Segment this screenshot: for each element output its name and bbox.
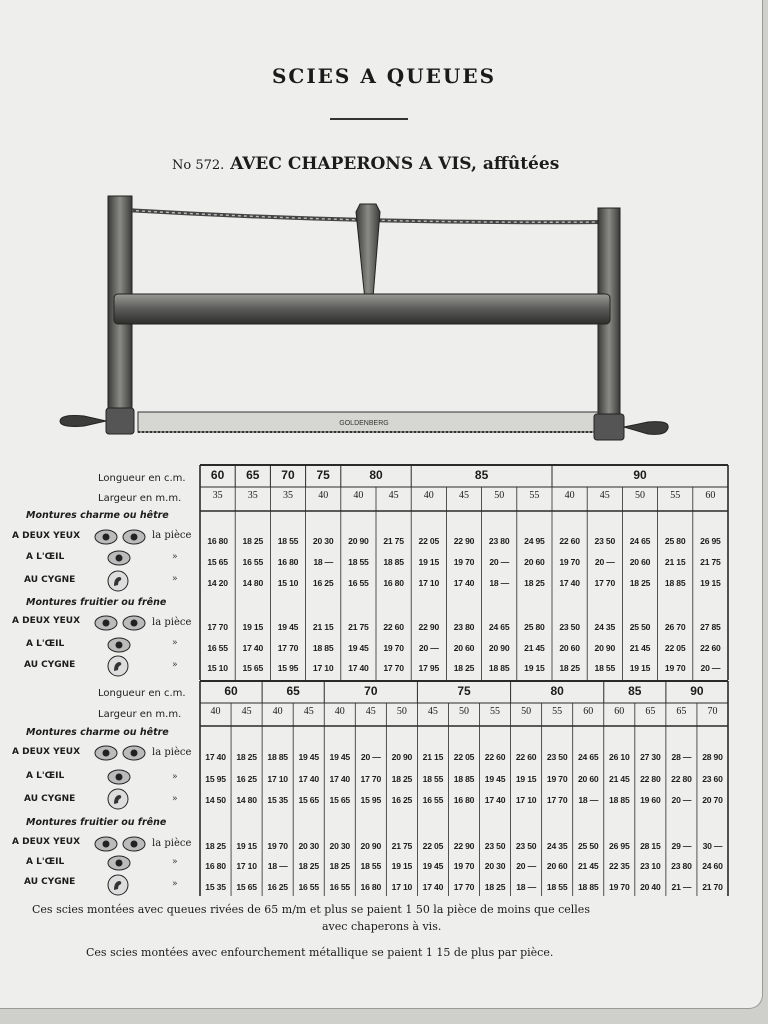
price-cell: 20 60	[629, 557, 651, 567]
price-cell: 23 50	[515, 841, 537, 851]
eye-icon	[106, 854, 132, 872]
length-header: 70	[364, 684, 378, 698]
eye-icon	[106, 768, 132, 786]
price-cell: 16 25	[312, 578, 334, 588]
double-eye-icon	[94, 528, 150, 546]
price-cell: 17 10	[391, 882, 413, 892]
width-header: 40	[564, 490, 575, 501]
ditto-mark: »	[172, 552, 178, 562]
price-cell: 17 40	[329, 774, 351, 784]
price-cell: 19 70	[664, 663, 686, 673]
width-header: 55	[552, 706, 563, 717]
price-cell: 14 80	[236, 795, 257, 805]
price-cell: 19 45	[422, 861, 444, 871]
price-cell: 20 60	[524, 557, 545, 567]
type-cygne-2b: AU CYGNE	[24, 877, 76, 887]
length-header: 65	[286, 684, 300, 698]
price-cell: 17 10	[515, 795, 537, 805]
price-cell: 18 —	[313, 557, 334, 567]
price-cell: 18 —	[516, 882, 536, 892]
price-cell: 19 15	[700, 578, 721, 588]
ditto-mark: »	[172, 574, 178, 584]
price-cell: 17 10	[236, 861, 257, 871]
price-cell: 18 25	[559, 663, 580, 673]
width-header: 35	[282, 490, 293, 501]
price-cell: 25 50	[577, 841, 599, 851]
price-cell: 19 70	[267, 841, 288, 851]
price-cell: 14 20	[207, 578, 228, 588]
price-cell: 16 80	[360, 882, 382, 892]
price-cell: 21 45	[524, 643, 545, 653]
width-label-1: Largeur en m.m.	[98, 493, 182, 504]
price-cell: 22 60	[559, 536, 580, 546]
price-cell: 16 80	[277, 557, 299, 567]
price-cell: 29 —	[671, 841, 692, 851]
price-cell: 21 15	[664, 557, 686, 567]
length-header: 80	[550, 684, 564, 698]
double-eye-icon	[94, 614, 150, 632]
ditto-mark: »	[172, 772, 178, 782]
price-cell: 20 —	[594, 557, 615, 567]
price-cell: 24 95	[524, 536, 545, 546]
price-cell: 15 95	[360, 795, 382, 805]
price-cell: 18 85	[577, 882, 599, 892]
price-cell: 17 40	[205, 752, 226, 762]
price-cell: 18 25	[205, 841, 226, 851]
price-cell: 20 90	[391, 752, 413, 762]
price-cell: 15 95	[205, 774, 226, 784]
price-cell: 21 75	[383, 536, 404, 546]
ditto-mark: »	[172, 638, 178, 648]
price-cell: 17 40	[484, 795, 506, 805]
price-cell: 19 70	[559, 557, 580, 567]
price-cell: 28 90	[702, 752, 723, 762]
price-cell: 25 80	[664, 536, 686, 546]
price-cell: 15 95	[277, 663, 299, 673]
price-cell: 23 50	[546, 752, 568, 762]
price-cell: 18 55	[348, 557, 369, 567]
price-cell: 23 50	[484, 841, 506, 851]
type-oeil-2b: A L'ŒIL	[26, 857, 65, 867]
price-cell: 23 50	[559, 622, 580, 632]
piece-label-1b: la pièce	[152, 617, 192, 628]
width-header: 50	[521, 706, 532, 717]
price-cell: 18 85	[453, 774, 475, 784]
price-cell: 20 30	[329, 841, 351, 851]
width-header: 40	[423, 490, 434, 501]
price-cell: 23 10	[640, 861, 661, 871]
price-cell: 28 15	[640, 841, 661, 851]
price-cell: 22 60	[515, 752, 537, 762]
swan-icon	[106, 570, 130, 592]
page-title: SCIES A QUEUES	[271, 64, 497, 88]
price-cell: 15 65	[207, 557, 228, 567]
price-cell: 18 85	[664, 578, 686, 588]
price-cell: 26 10	[609, 752, 630, 762]
width-header: 45	[388, 490, 399, 501]
price-cell: 22 80	[640, 774, 661, 784]
price-cell: 25 80	[524, 622, 545, 632]
ditto-mark: »	[172, 794, 178, 804]
price-cell: 17 40	[453, 578, 475, 588]
price-cell: 23 80	[453, 622, 475, 632]
price-cell: 18 25	[453, 663, 475, 673]
price-cell: 18 25	[329, 861, 351, 871]
width-header: 50	[458, 706, 469, 717]
price-cell: 21 70	[702, 882, 723, 892]
price-cell: 17 40	[298, 774, 319, 784]
price-cell: 15 65	[298, 795, 319, 805]
price-cell: 19 60	[640, 795, 661, 805]
price-cell: 17 70	[207, 622, 228, 632]
width-header: 45	[427, 706, 438, 717]
price-cell: 19 15	[242, 622, 264, 632]
width-header: 45	[365, 706, 376, 717]
length-label-2: Longueur en c.m.	[98, 688, 186, 699]
price-cell: 16 55	[207, 643, 228, 653]
price-cell: 18 85	[267, 752, 288, 762]
price-cell: 17 10	[312, 663, 334, 673]
price-cell: 27 30	[640, 752, 661, 762]
price-cell: 20 90	[594, 643, 616, 653]
price-cell: 20 —	[489, 557, 510, 567]
width-header: 45	[241, 706, 252, 717]
ditto-mark: »	[172, 857, 178, 867]
price-cell: 16 80	[207, 536, 228, 546]
saw-brand: GOLDENBERG	[339, 420, 389, 427]
price-cell: 21 75	[348, 622, 369, 632]
price-cell: 20 —	[516, 861, 536, 871]
width-header: 50	[634, 490, 645, 501]
price-cell: 20 30	[312, 536, 334, 546]
length-header: 90	[690, 684, 704, 698]
price-cell: 20 30	[484, 861, 506, 871]
width-header: 40	[334, 706, 345, 717]
section-charme-2: Montures charme ou hêtre	[26, 727, 169, 738]
price-cell: 18 25	[242, 536, 264, 546]
price-cell: 24 60	[702, 861, 723, 871]
price-cell: 20 —	[360, 752, 381, 762]
width-header: 50	[494, 490, 505, 501]
price-cell: 20 90	[360, 841, 382, 851]
width-header: 60	[705, 490, 716, 501]
price-cell: 18 55	[277, 536, 299, 546]
price-cell: 25 50	[629, 622, 651, 632]
note-line-3: Ces scies montées avec enfourchement métallique se paient 1 15 de plus par pièce.	[86, 946, 554, 959]
price-cell: 22 05	[418, 536, 440, 546]
price-cell: 16 80	[453, 795, 475, 805]
price-cell: 18 25	[484, 882, 506, 892]
price-cell: 16 80	[383, 578, 404, 588]
price-cell: 21 15	[312, 622, 334, 632]
price-cell: 20 60	[546, 861, 568, 871]
price-cell: 17 70	[383, 663, 404, 673]
price-cell: 22 05	[664, 643, 686, 653]
price-cell: 22 80	[671, 774, 692, 784]
price-cell: 15 10	[207, 663, 228, 673]
width-label-2: Largeur en m.m.	[98, 709, 182, 720]
price-cell: 19 45	[277, 622, 299, 632]
type-deux-yeux-2a: A DEUX YEUX	[12, 747, 81, 757]
length-header: 75	[316, 468, 330, 482]
price-cell: 20 90	[488, 643, 510, 653]
width-header: 60	[614, 706, 625, 717]
type-deux-yeux-1b: A DEUX YEUX	[12, 616, 81, 626]
price-cell: 23 80	[488, 536, 510, 546]
price-cell: 16 80	[205, 861, 226, 871]
type-deux-yeux-1a: A DEUX YEUX	[12, 531, 81, 541]
price-cell: 20 60	[559, 643, 580, 653]
price-cell: 17 40	[242, 643, 264, 653]
price-cell: 20 —	[700, 663, 721, 673]
price-cell: 20 —	[671, 795, 692, 805]
price-cell: 15 65	[329, 795, 351, 805]
note-line-1: Ces scies montées avec queues rivées de 65 m/m et plus se paient 1 50 la pièce de moins que celles	[32, 903, 590, 916]
price-cell: 14 50	[205, 795, 226, 805]
frame-saw-illustration	[54, 190, 674, 446]
type-oeil-1b: A L'ŒIL	[26, 639, 65, 649]
price-cell: 20 90	[348, 536, 369, 546]
price-cell: 18 55	[422, 774, 444, 784]
width-header: 55	[670, 490, 681, 501]
price-cell: 27 85	[700, 622, 721, 632]
price-cell: 19 70	[453, 861, 475, 871]
price-cell: 15 35	[267, 795, 288, 805]
price-cell: 15 35	[205, 882, 226, 892]
width-header: 65	[645, 706, 656, 717]
price-cell: 20 —	[418, 643, 439, 653]
width-header: 55	[490, 706, 501, 717]
length-header: 65	[246, 468, 260, 482]
price-cell: 19 45	[329, 752, 351, 762]
price-cell: 19 15	[629, 663, 651, 673]
length-header: 90	[633, 468, 647, 482]
ditto-mark: »	[172, 879, 178, 889]
price-cell: 19 15	[391, 861, 413, 871]
price-cell: 21 75	[391, 841, 413, 851]
price-cell: 22 90	[453, 536, 475, 546]
price-cell: 24 35	[594, 622, 616, 632]
eye-icon	[106, 549, 132, 567]
catalog-number: No 572.	[172, 158, 225, 173]
price-cell: 21 45	[609, 774, 630, 784]
price-cell: 15 10	[277, 578, 299, 588]
price-cell: 22 05	[422, 841, 444, 851]
price-cell: 16 55	[329, 882, 351, 892]
price-cell: 16 25	[236, 774, 257, 784]
price-cell: 17 70	[453, 882, 475, 892]
price-cell: 17 10	[418, 578, 440, 588]
price-cell: 22 60	[700, 643, 721, 653]
price-cell: 19 70	[383, 643, 404, 653]
note-line-2: avec chaperons à vis.	[322, 920, 442, 933]
price-cell: 19 70	[609, 882, 630, 892]
price-cell: 16 55	[242, 557, 264, 567]
price-cell: 17 40	[559, 578, 580, 588]
piece-label-2b: la pièce	[152, 838, 192, 849]
price-cell: 18 25	[391, 774, 413, 784]
double-eye-icon	[94, 835, 150, 853]
price-cell: 18 55	[360, 861, 382, 871]
price-cell: 22 05	[453, 752, 475, 762]
price-cell: 21 75	[700, 557, 721, 567]
price-cell: 26 70	[664, 622, 686, 632]
price-cell: 16 55	[298, 882, 319, 892]
ditto-mark: »	[172, 660, 178, 670]
product-subtitle	[172, 154, 559, 174]
price-cell: 17 40	[422, 882, 444, 892]
width-header: 40	[353, 490, 364, 501]
price-cell: 16 25	[391, 795, 413, 805]
price-cell: 22 60	[383, 622, 404, 632]
price-cell: 26 95	[700, 536, 721, 546]
price-cell: 18 85	[609, 795, 630, 805]
price-cell: 17 40	[348, 663, 369, 673]
price-cell: 18 —	[267, 861, 288, 871]
price-cell: 18 55	[594, 663, 616, 673]
length-label-1: Longueur en c.m.	[98, 473, 186, 484]
price-cell: 15 65	[242, 663, 264, 673]
price-cell: 18 25	[236, 752, 257, 762]
price-cell: 30 —	[702, 841, 723, 851]
piece-label-1a: la pièce	[152, 530, 192, 541]
length-header: 75	[457, 684, 471, 698]
price-cell: 16 25	[267, 882, 288, 892]
length-header: 85	[474, 468, 489, 482]
length-header: 60	[210, 468, 225, 482]
type-oeil-2a: A L'ŒIL	[26, 771, 65, 781]
subtitle-main: AVEC CHAPERONS A VIS,	[230, 154, 477, 174]
width-header: 35	[247, 490, 258, 501]
price-cell: 17 95	[418, 663, 440, 673]
price-cell: 22 60	[484, 752, 506, 762]
price-cell: 24 65	[629, 536, 651, 546]
length-header: 85	[628, 684, 642, 698]
swan-icon	[106, 655, 130, 677]
price-cell: 23 80	[671, 861, 692, 871]
eye-icon	[106, 636, 132, 654]
price-cell: 26 95	[609, 841, 630, 851]
type-cygne-2a: AU CYGNE	[24, 794, 76, 804]
price-cell: 21 —	[671, 882, 692, 892]
price-cell: 17 70	[277, 643, 299, 653]
swan-icon	[106, 788, 130, 810]
type-cygne-1a: AU CYGNE	[24, 575, 76, 585]
price-cell: 18 25	[524, 578, 545, 588]
price-cell: 28 —	[671, 752, 692, 762]
price-cell: 19 70	[453, 557, 475, 567]
subtitle-tail: affûtées	[482, 154, 560, 174]
width-header: 50	[396, 706, 407, 717]
price-cell: 18 55	[546, 882, 568, 892]
width-header: 45	[458, 490, 469, 501]
width-header: 55	[529, 490, 540, 501]
price-cell: 18 —	[489, 578, 510, 588]
width-header: 65	[676, 706, 687, 717]
length-header: 70	[281, 468, 295, 482]
price-cell: 18 85	[312, 643, 334, 653]
price-cell: 22 90	[418, 622, 440, 632]
price-cell: 19 45	[348, 643, 369, 653]
price-cell: 19 15	[418, 557, 440, 567]
width-header: 40	[318, 490, 329, 501]
length-header: 80	[369, 468, 383, 482]
price-cell: 23 50	[594, 536, 616, 546]
width-header: 60	[583, 706, 594, 717]
price-cell: 24 65	[488, 622, 510, 632]
price-cell: 19 45	[484, 774, 506, 784]
price-cell: 16 55	[348, 578, 369, 588]
price-cell: 24 65	[577, 752, 599, 762]
type-cygne-1b: AU CYGNE	[24, 660, 76, 670]
price-cell: 18 25	[298, 861, 319, 871]
width-header: 40	[210, 706, 221, 717]
price-cell: 18 25	[629, 578, 651, 588]
length-header: 60	[224, 684, 238, 698]
price-cell: 24 35	[546, 841, 568, 851]
price-cell: 19 70	[546, 774, 568, 784]
price-cell: 18 85	[383, 557, 404, 567]
price-cell: 18 —	[578, 795, 599, 805]
section-fruitier-1: Montures fruitier ou frêne	[26, 597, 167, 608]
price-cell: 17 70	[594, 578, 616, 588]
price-cell: 19 15	[236, 841, 257, 851]
type-oeil-1a: A L'ŒIL	[26, 552, 65, 562]
price-cell: 20 60	[453, 643, 475, 653]
width-header: 40	[272, 706, 283, 717]
width-header: 70	[707, 706, 718, 717]
price-cell: 21 15	[422, 752, 444, 762]
swan-icon	[106, 874, 130, 896]
double-eye-icon	[94, 744, 150, 762]
width-header: 45	[303, 706, 314, 717]
width-header: 45	[599, 490, 610, 501]
price-cell: 22 35	[609, 861, 630, 871]
price-cell: 20 30	[298, 841, 319, 851]
price-cell: 15 65	[236, 882, 257, 892]
section-charme-1: Montures charme ou hêtre	[26, 510, 169, 521]
price-cell: 19 15	[515, 774, 537, 784]
type-deux-yeux-2b: A DEUX YEUX	[12, 837, 81, 847]
price-cell: 17 70	[546, 795, 568, 805]
price-cell: 14 80	[242, 578, 264, 588]
price-cell: 17 70	[360, 774, 382, 784]
section-fruitier-2: Montures fruitier ou frêne	[26, 817, 167, 828]
price-cell: 19 45	[298, 752, 319, 762]
price-cell: 22 90	[453, 841, 475, 851]
price-cell: 17 10	[267, 774, 288, 784]
title-divider	[330, 118, 408, 120]
price-cell: 20 60	[577, 774, 599, 784]
price-cell: 23 60	[702, 774, 723, 784]
piece-label-2a: la pièce	[152, 747, 192, 758]
price-cell: 20 40	[640, 882, 661, 892]
price-cell: 18 85	[488, 663, 510, 673]
width-header: 35	[212, 490, 223, 501]
price-cell: 16 55	[422, 795, 444, 805]
price-cell: 20 70	[702, 795, 723, 805]
price-cell: 21 45	[577, 861, 599, 871]
price-cell: 21 45	[629, 643, 651, 653]
price-cell: 19 15	[524, 663, 545, 673]
